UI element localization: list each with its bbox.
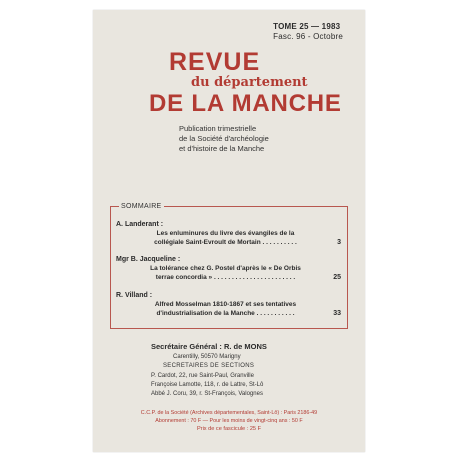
toc-title-1-line-1: Les enluminures du livre des évangiles de la	[156, 230, 295, 237]
toc-title-1	[123, 230, 328, 247]
subtitle-line-1: Publication trimestrielle	[179, 124, 257, 133]
footer-price: Prix de ce fascicule : 25 F	[196, 426, 262, 432]
sections-header: SECRETAIRES DE SECTIONS	[163, 363, 255, 369]
subtitle-line-3: et d'histoire de la Manche	[179, 144, 265, 153]
toc-author-2: Mgr B. Jacqueline :	[116, 256, 181, 263]
fascicle-month: Fasc. 96 - Octobre	[273, 32, 343, 41]
subtitle-line-2: de la Société d'archéologie	[179, 134, 269, 143]
toc-title-2	[123, 265, 328, 282]
title-revue: REVUE	[169, 48, 261, 76]
table-of-contents	[110, 203, 348, 329]
section-secretary-2: Françoise Lamotte, 118, r. de Lattre, St-Lô	[151, 382, 264, 388]
toc-page-2: 25	[333, 274, 341, 281]
secretaire-general: Secrétaire Général : R. de MONS	[151, 342, 267, 351]
footer-ccp: C.C.P. de la Société (Archives départementales, Saint-Lô) : Paris 2186-49	[140, 410, 318, 416]
journal-cover	[93, 10, 365, 452]
toc-page-3: 33	[333, 310, 341, 317]
toc-title-3-line-2: d'industrialisation de la Manche . . . . . . . . . . .	[156, 309, 295, 317]
toc-page-1: 3	[337, 239, 341, 246]
tome-year: TOME 25 — 1983	[273, 22, 341, 31]
toc-author-3: R. Villand :	[116, 292, 153, 299]
title-du-departement: du département	[191, 75, 308, 90]
publication-subtitle	[179, 124, 269, 154]
sommaire-label: SOMMAIRE	[121, 203, 162, 210]
toc-title-2-line-2: terrae concordia » . . . . . . . . . . . . . . . . . . . . . . .	[155, 273, 296, 281]
footer-subscription: Abonnement : 70 F — Pour les moins de vingt-cinq ans : 50 F	[155, 418, 303, 424]
toc-title-3	[123, 301, 328, 318]
secretaire-address: Carentilly, 50570 Marigny	[173, 354, 241, 360]
issue-info	[273, 22, 343, 42]
toc-title-3-line-1: Alfred Mosselman 1810-1867 et ses tentatives	[154, 301, 297, 308]
toc-title-2-line-1: La tolérance chez G. Postel d'après le « De Orbis	[150, 265, 301, 272]
title-de-la-manche: DE LA MANCHE	[149, 90, 342, 117]
toc-author-1: A. Landerant :	[116, 221, 164, 228]
section-secretary-3: Abbé J. Coru, 39, r. St-François, Valognes	[151, 391, 263, 397]
toc-title-1-line-2: collégiale Saint-Evroult de Mortain . . . . . . . . . .	[154, 238, 297, 246]
section-secretary-1: P. Cardot, 22, rue Saint-Paul, Granville	[151, 373, 254, 379]
